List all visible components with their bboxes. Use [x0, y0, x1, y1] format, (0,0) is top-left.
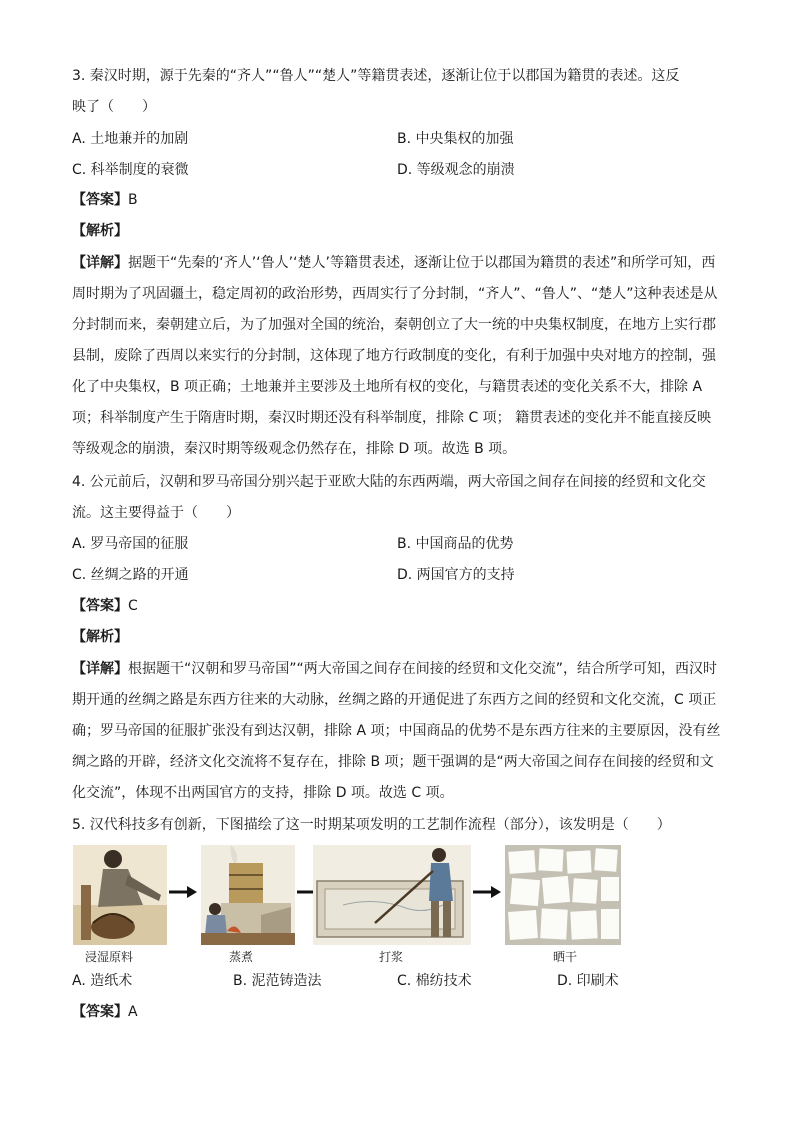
q3-option-c: C. 科举制度的衰微 [72, 162, 189, 178]
q4-detail-line-5: 化交流”，体现不出两国官方的支持，排除 D 项。故选 C 项。 [72, 785, 454, 801]
q4-option-d: D. 两国官方的支持 [397, 567, 515, 583]
caption-soaking: 浸湿原料 [85, 950, 134, 964]
q4-detail-line-1 [72, 659, 717, 679]
q5-stem: 5. 汉代科技多有创新，下图描绘了这一时期某项发明的工艺制作流程（部分），该发明是（ ） [72, 817, 671, 833]
q3-detail-line-4: 县制，废除了西周以来实行的分封制，这体现了地方行政制度的变化，有利于加强中央对地方的控制，强 [72, 348, 716, 364]
q3-detail-tag: 【详解】 [72, 255, 128, 271]
q3-detail-line-7: 等级观念的崩溃，秦汉时期等级观念仍然存在，排除 D 项。故选 B 项。 [72, 441, 517, 457]
q4-stem-line-1: 4. 公元前后，汉朝和罗马帝国分别兴起于亚欧大陆的东西两端，两大帝国之间存在间接的经贸和文化交 [72, 474, 706, 490]
figure-boiling-image [201, 845, 295, 945]
arrow-icon-1 [169, 884, 197, 903]
arrow-icon-3 [473, 884, 501, 903]
q4-answer-line [72, 596, 138, 616]
q5-option-b: B. 泥范铸造法 [233, 973, 322, 989]
q5-answer: A [128, 1004, 138, 1020]
figure-soaking-image [73, 845, 167, 945]
q5-answer-tag: 【答案】 [72, 1004, 128, 1020]
q4-detail-line-4: 绸之路的开辟，经济文化交流将不复存在，排除 B 项；题干强调的是“两大帝国之间存在间接的经贸和文 [72, 754, 714, 770]
q3-option-a: A. 土地兼并的加剧 [72, 131, 189, 147]
q3-detail-line-5: 化了中央集权，B 项正确；土地兼并主要涉及土地所有权的变化，与籍贯表述的变化关系不大，排除 A [72, 379, 703, 395]
q3-detail-line-1 [72, 253, 715, 273]
q3-analysis-tag: 【解析】 [72, 223, 128, 239]
q3-answer-tag: 【答案】 [72, 192, 128, 208]
q3-answer-line [72, 190, 138, 210]
q3-detail-line-2: 周时期为了巩固疆土，稳定周初的政治形势，西周实行了分封制，“齐人”、“鲁人”、“楚人”这种表述是从 [72, 286, 718, 302]
q5-option-a: A. 造纸术 [72, 973, 133, 989]
q3-detail-text: 据题干“先秦的‘齐人’‘鲁人’‘楚人’等籍贯表述，逐渐让位于以郡国为籍贯的表述”和所学可知，西 [128, 255, 716, 271]
q3-option-b: B. 中央集权的加强 [397, 131, 514, 147]
q4-analysis-tag: 【解析】 [72, 629, 128, 645]
q3-option-d: D. 等级观念的崩溃 [397, 162, 515, 178]
q4-option-b: B. 中国商品的优势 [397, 536, 514, 552]
q4-detail-tag: 【详解】 [72, 661, 128, 677]
q3-stem-line-2: 映了（ ） [72, 99, 156, 115]
figure-beating-pulp-image [313, 845, 471, 945]
q3-detail-line-6: 项；科举制度产生于隋唐时期，秦汉时期还没有科举制度，排除 C 项； 籍贯表述的变化并不能直接反映 [72, 410, 712, 426]
q4-detail-line-2: 期开通的丝绸之路是东西方往来的大动脉，丝绸之路的开通促进了东西方之间的经贸和文化交流，C 项正 [72, 692, 717, 708]
q4-detail-line-3: 确；罗马帝国的征服扩张没有到达汉朝，排除 A 项；中国商品的优势不是东西方往来的主要原因，没有丝 [72, 723, 721, 739]
caption-drying: 晒干 [553, 950, 578, 964]
figure-drying-image [505, 845, 621, 945]
q3-answer: B [128, 192, 138, 208]
q4-detail-text: 根据题干“汉朝和罗马帝国”“两大帝国之间存在间接的经贸和文化交流”，结合所学可知，西汉时 [128, 661, 718, 677]
caption-beating: 打浆 [379, 950, 404, 964]
caption-boiling: 蒸煮 [229, 950, 254, 964]
q3-detail-line-3: 分封制而来，秦朝建立后，为了加强对全国的统治，秦朝创立了大一统的中央集权制度，在地方上实行郡 [72, 317, 716, 333]
q4-stem-line-2: 流。这主要得益于（ ） [72, 505, 240, 521]
q4-option-a: A. 罗马帝国的征服 [72, 536, 189, 552]
q5-option-c: C. 棉纺技术 [397, 973, 472, 989]
q5-answer-line [72, 1002, 138, 1022]
q5-option-d: D. 印刷术 [557, 973, 619, 989]
q4-answer-tag: 【答案】 [72, 598, 128, 614]
q3-stem-line-1: 3. 秦汉时期，源于先秦的“齐人”“鲁人”“楚人”等籍贯表述，逐渐让位于以郡国为籍贯的表述。这反 [72, 68, 680, 84]
q4-option-c: C. 丝绸之路的开通 [72, 567, 189, 583]
q4-answer: C [128, 598, 138, 614]
